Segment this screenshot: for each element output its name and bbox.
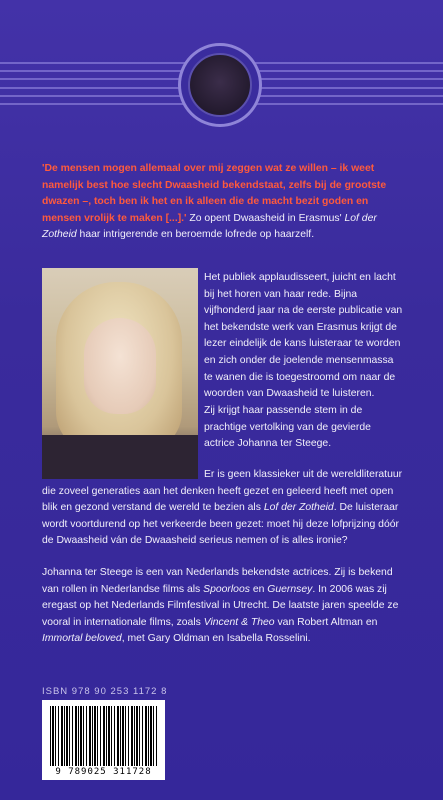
opening-quote: 'De mensen mogen allemaal over mij zeggen wat ze willen – ik weet namelijk best hoe slecht Dwaasheid bekendstaat, zelfs bij de grootste dwazen –, toch ben ik het en ik alleen die de macht bezit goden en mensen vrolijk te maken [...].': [42, 163, 387, 224]
paragraph-applause: Het publiek applaudisseert, juicht en lacht bij het horen van haar rede. Bijna vijfhonderd jaar na de eerste publicatie van het bekendste werk van Erasmus krijgt de lezer eindelijk de kans luisteraar te worden en zich onder de joelende mensenmassa te wanen die is toegestroomd om naar de woorden van Dwaasheid te luisteren.: [204, 272, 403, 400]
intro-paragraph: 'De mensen mogen allemaal over mij zeggen wat ze willen – ik weet namelijk best hoe slecht Dwaasheid bekendstaat, zelfs bij de grootste dwazen –, toch ben ik het en ik alleen die de macht bezit goden en mensen vrolijk te maken [...].' Zo opent Dwaasheid in Erasmus' Lof der Zotheid haar intrigerende en beroemde lofrede op haarzelf.: [42, 163, 387, 241]
erasmus-portrait-emblem: [178, 43, 262, 127]
barcode: [42, 700, 165, 780]
actress-photo: [42, 268, 198, 479]
paragraph-voice: Zij krijgt haar passende stem in de prachtige vertolking van de gevierde actrice Johanna ter Steege.: [204, 405, 371, 450]
barcode-number: 9 789025 311728: [55, 767, 152, 777]
actress-bio: Johanna ter Steege is een van Nederlands bekendste actrices. Zij is bekend van rollen in Nederlandse films als Spoorloos en Guernsey. In 2006 was zij eregast op het Nederlands Filmfestival in Utrecht. De laatste jaren speelde ze vooral in internationale films, zoals Vincent & Theo van Robert Altman en Immortal beloved, met Gary Oldman en Isabella Rosselini.: [42, 567, 399, 645]
paragraph-classic: Er is geen klassieker uit de wereldliteratuur die zoveel generaties aan het denken heeft gezet en geleerd heeft met open blik en gezond verstand de wereld te bezien als Lof der Zotheid. De luisteraar wordt voortdurend op het verkeerde been gezet: moet hij deze lofprijzing dóór de Dwaasheid ván de Dwaasheid serieus nemen of is alles ironie?: [42, 469, 403, 547]
portrait-icon: [188, 53, 252, 117]
isbn-label: ISBN 978 90 253 1172 8: [42, 686, 168, 697]
barcode-bars: [50, 706, 158, 766]
